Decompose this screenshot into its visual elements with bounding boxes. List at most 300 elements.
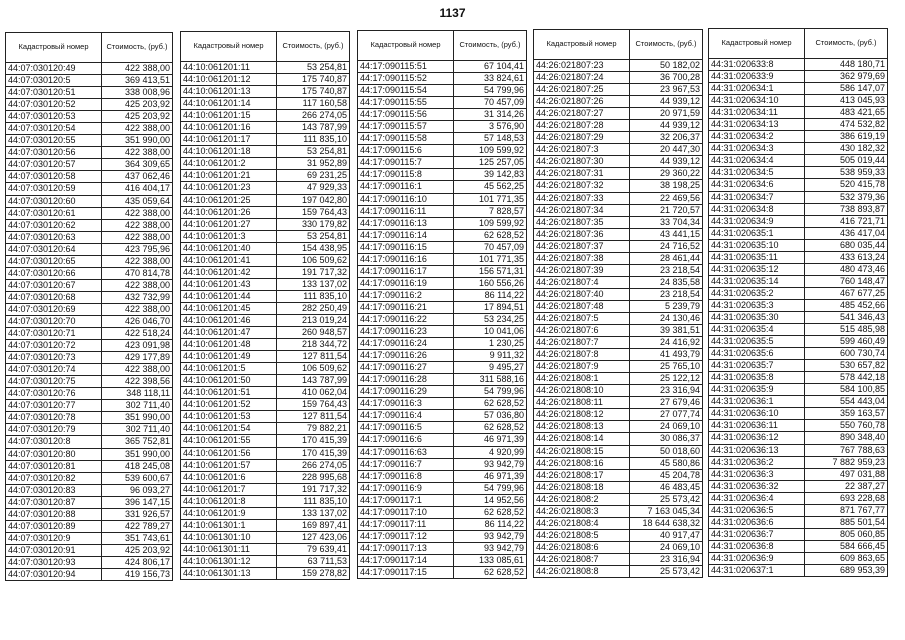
header-cost: Стоимость, (руб.) bbox=[277, 32, 350, 62]
cadastral-number-cell: 44:10:061201:12 bbox=[181, 74, 277, 86]
table-row bbox=[709, 251, 888, 263]
cost-cell: 93 942,79 bbox=[454, 458, 527, 470]
table-row bbox=[534, 553, 703, 565]
table-row bbox=[181, 399, 350, 411]
cadastral-number-cell: 44:17:090116:28 bbox=[358, 374, 454, 386]
cadastral-number-cell: 44:10:061201:44 bbox=[181, 290, 277, 302]
table-row bbox=[181, 158, 350, 170]
table-row bbox=[534, 565, 703, 577]
cadastral-number-cell: 44:10:061201:14 bbox=[181, 98, 277, 110]
cadastral-number-cell: 44:07:030120:62 bbox=[6, 219, 102, 231]
table-row bbox=[709, 203, 888, 215]
cadastral-number-cell: 44:07:030120:73 bbox=[6, 352, 102, 364]
cost-cell: 410 062,04 bbox=[277, 387, 350, 399]
cost-cell: 46 971,39 bbox=[454, 434, 527, 446]
cost-cell: 62 628,52 bbox=[454, 506, 527, 518]
cost-cell: 3 576,90 bbox=[454, 121, 527, 133]
table-row bbox=[534, 505, 703, 517]
cadastral-number-cell: 44:10:061201:41 bbox=[181, 254, 277, 266]
cost-cell: 538 959,33 bbox=[805, 167, 888, 179]
table-row bbox=[709, 360, 888, 372]
table-row bbox=[358, 145, 527, 157]
cadastral-number-cell: 44:07:030120:66 bbox=[6, 267, 102, 279]
cadastral-number-cell: 44:17:090115:6 bbox=[358, 145, 454, 157]
cadastral-number-cell: 44:07:030120:64 bbox=[6, 243, 102, 255]
cost-cell: 422 388,00 bbox=[102, 255, 173, 267]
cost-cell: 425 203,92 bbox=[102, 99, 173, 111]
cost-cell: 169 897,41 bbox=[277, 519, 350, 531]
table-row bbox=[6, 424, 173, 436]
cadastral-number-cell: 44:26:021808:14 bbox=[534, 433, 630, 445]
cadastre-table-1 bbox=[5, 32, 173, 581]
table-row bbox=[709, 540, 888, 552]
cadastral-number-cell: 44:07:030120:83 bbox=[6, 484, 102, 496]
table-row bbox=[6, 472, 173, 484]
table-row bbox=[6, 291, 173, 303]
cost-cell: 127 811,54 bbox=[277, 351, 350, 363]
cost-cell: 46 483,45 bbox=[630, 481, 703, 493]
cost-cell: 44 939,12 bbox=[630, 156, 703, 168]
cost-cell: 24 416,92 bbox=[630, 337, 703, 349]
cost-cell: 62 628,52 bbox=[454, 422, 527, 434]
cost-cell: 93 942,79 bbox=[454, 530, 527, 542]
cost-cell: 515 485,98 bbox=[805, 324, 888, 336]
cadastral-number-cell: 44:17:090117:15 bbox=[358, 566, 454, 578]
cost-cell: 429 177,89 bbox=[102, 352, 173, 364]
cost-cell: 693 228,68 bbox=[805, 492, 888, 504]
cadastral-number-cell: 44:31:020636:4 bbox=[709, 492, 805, 504]
cost-cell: 47 929,33 bbox=[277, 182, 350, 194]
cadastral-number-cell: 44:31:020634:10 bbox=[709, 95, 805, 107]
cadastral-number-cell: 44:31:020635:14 bbox=[709, 275, 805, 287]
cost-cell: 175 740,87 bbox=[277, 86, 350, 98]
cost-cell: 111 835,10 bbox=[277, 290, 350, 302]
cost-cell: 422 388,00 bbox=[102, 364, 173, 376]
cadastral-number-cell: 44:07:030120:89 bbox=[6, 520, 102, 532]
cost-cell: 41 493,79 bbox=[630, 349, 703, 361]
table-row bbox=[709, 287, 888, 299]
cadastral-number-cell: 44:31:020635:7 bbox=[709, 360, 805, 372]
table-row bbox=[709, 71, 888, 83]
cost-cell: 53 254,81 bbox=[277, 230, 350, 242]
table-row bbox=[358, 374, 527, 386]
table-row bbox=[358, 265, 527, 277]
table-row bbox=[709, 432, 888, 444]
cadastral-number-cell: 44:17:090116:2 bbox=[358, 289, 454, 301]
table-header-row bbox=[358, 31, 527, 61]
cost-cell: 23 316,94 bbox=[630, 553, 703, 565]
table-row bbox=[358, 470, 527, 482]
table-row bbox=[358, 338, 527, 350]
cost-cell: 62 628,52 bbox=[454, 566, 527, 578]
cadastral-number-cell: 44:31:020633:8 bbox=[709, 59, 805, 71]
cadastral-number-cell: 44:31:020636:6 bbox=[709, 516, 805, 528]
cost-cell: 23 967,53 bbox=[630, 84, 703, 96]
cadastral-number-cell: 44:07:030120:70 bbox=[6, 315, 102, 327]
table-row bbox=[709, 396, 888, 408]
cadastral-number-cell: 44:17:090115:51 bbox=[358, 61, 454, 73]
cadastral-number-cell: 44:26:021807:5 bbox=[534, 312, 630, 324]
cadastral-number-cell: 44:31:020634:8 bbox=[709, 203, 805, 215]
cost-cell: 680 035,44 bbox=[805, 239, 888, 251]
cost-cell: 422 388,00 bbox=[102, 63, 173, 75]
cost-cell: 28 461,44 bbox=[630, 252, 703, 264]
cost-cell: 541 346,43 bbox=[805, 311, 888, 323]
table-row bbox=[534, 385, 703, 397]
cadastral-number-cell: 44:10:061201:13 bbox=[181, 86, 277, 98]
table-row bbox=[181, 266, 350, 278]
cadastral-number-cell: 44:07:030120:79 bbox=[6, 424, 102, 436]
cost-cell: 109 599,92 bbox=[454, 145, 527, 157]
cost-cell: 330 179,82 bbox=[277, 218, 350, 230]
table-row bbox=[709, 324, 888, 336]
cadastral-number-cell: 44:26:021807:3 bbox=[534, 144, 630, 156]
table-row bbox=[358, 157, 527, 169]
cadastral-number-cell: 44:07:030120:65 bbox=[6, 255, 102, 267]
cost-cell: 351 990,00 bbox=[102, 135, 173, 147]
cost-cell: 133 085,61 bbox=[454, 554, 527, 566]
cost-cell: 31 952,89 bbox=[277, 158, 350, 170]
cost-cell: 416 404,17 bbox=[102, 183, 173, 195]
table-row bbox=[534, 481, 703, 493]
cost-cell: 23 218,54 bbox=[630, 264, 703, 276]
table-row bbox=[358, 494, 527, 506]
table-row bbox=[6, 388, 173, 400]
cadastral-number-cell: 44:17:090117:10 bbox=[358, 506, 454, 518]
cadastral-number-cell: 44:10:061201:6 bbox=[181, 471, 277, 483]
table-row bbox=[709, 444, 888, 456]
table-row bbox=[358, 181, 527, 193]
cadastral-number-cell: 44:17:090117:1 bbox=[358, 494, 454, 506]
cost-cell: 425 203,92 bbox=[102, 544, 173, 556]
cadastral-number-cell: 44:07:030120:53 bbox=[6, 111, 102, 123]
cadastral-number-cell: 44:10:061201:47 bbox=[181, 327, 277, 339]
cost-cell: 44 939,12 bbox=[630, 96, 703, 108]
table-row bbox=[6, 171, 173, 183]
table-row bbox=[709, 167, 888, 179]
cadastral-number-cell: 44:31:020635:5 bbox=[709, 336, 805, 348]
table-row bbox=[534, 397, 703, 409]
table-row bbox=[358, 542, 527, 554]
cadastral-number-cell: 44:31:020636:13 bbox=[709, 444, 805, 456]
cadastral-number-cell: 44:31:020636:3 bbox=[709, 468, 805, 480]
cadastre-table-5 bbox=[708, 28, 888, 577]
table-row bbox=[181, 194, 350, 206]
table-row bbox=[6, 532, 173, 544]
cost-cell: 96 093,27 bbox=[102, 484, 173, 496]
cost-cell: 20 971,59 bbox=[630, 108, 703, 120]
cost-cell: 23 218,54 bbox=[630, 288, 703, 300]
cost-cell: 467 677,25 bbox=[805, 287, 888, 299]
cost-cell: 578 442,18 bbox=[805, 372, 888, 384]
cadastral-number-cell: 44:31:020634:9 bbox=[709, 215, 805, 227]
table-row bbox=[6, 315, 173, 327]
cadastral-number-cell: 44:10:061201:49 bbox=[181, 351, 277, 363]
cost-cell: 282 250,49 bbox=[277, 302, 350, 314]
table-row bbox=[181, 435, 350, 447]
cadastral-number-cell: 44:07:030120:61 bbox=[6, 207, 102, 219]
cost-cell: 351 990,00 bbox=[102, 412, 173, 424]
cost-cell: 5 239,79 bbox=[630, 300, 703, 312]
cost-cell: 111 835,10 bbox=[277, 495, 350, 507]
cost-cell: 159 278,82 bbox=[277, 567, 350, 579]
cadastral-number-cell: 44:26:021808:10 bbox=[534, 385, 630, 397]
cost-cell: 805 060,85 bbox=[805, 528, 888, 540]
table-row bbox=[709, 179, 888, 191]
cadastral-number-cell: 44:31:020635:6 bbox=[709, 348, 805, 360]
cost-cell: 600 730,74 bbox=[805, 348, 888, 360]
table-row bbox=[709, 552, 888, 564]
cadastral-number-cell: 44:07:030120:51 bbox=[6, 87, 102, 99]
table-row bbox=[358, 205, 527, 217]
table-row bbox=[6, 556, 173, 568]
cost-cell: 127 423,06 bbox=[277, 531, 350, 543]
cadastral-number-cell: 44:31:020635:8 bbox=[709, 372, 805, 384]
table-row bbox=[6, 75, 173, 87]
table-row bbox=[358, 422, 527, 434]
cost-cell: 218 344,72 bbox=[277, 339, 350, 351]
table-row bbox=[709, 83, 888, 95]
table-row bbox=[181, 230, 350, 242]
cost-cell: 1 230,25 bbox=[454, 338, 527, 350]
cost-cell: 36 700,28 bbox=[630, 72, 703, 84]
table-row bbox=[6, 496, 173, 508]
table-row bbox=[358, 313, 527, 325]
header-cost: Стоимость, (руб.) bbox=[102, 33, 173, 63]
table-row bbox=[358, 350, 527, 362]
cost-cell: 86 114,22 bbox=[454, 518, 527, 530]
table-row bbox=[181, 471, 350, 483]
cost-cell: 609 863,65 bbox=[805, 552, 888, 564]
cost-cell: 159 764,43 bbox=[277, 206, 350, 218]
cost-cell: 266 274,05 bbox=[277, 459, 350, 471]
table-row bbox=[181, 290, 350, 302]
cost-cell: 125 257,05 bbox=[454, 157, 527, 169]
table-row bbox=[534, 493, 703, 505]
table-row bbox=[181, 507, 350, 519]
cadastral-number-cell: 44:31:020636:9 bbox=[709, 552, 805, 564]
cost-cell: 44 939,12 bbox=[630, 120, 703, 132]
table-header-row bbox=[534, 30, 703, 60]
cost-cell: 359 163,57 bbox=[805, 408, 888, 420]
cadastral-number-cell: 44:07:030120:54 bbox=[6, 123, 102, 135]
cost-cell: 30 086,37 bbox=[630, 433, 703, 445]
cost-cell: 532 379,36 bbox=[805, 191, 888, 203]
cost-cell: 25 122,12 bbox=[630, 373, 703, 385]
cadastral-number-cell: 44:10:061201:15 bbox=[181, 110, 277, 122]
cost-cell: 364 309,65 bbox=[102, 159, 173, 171]
cadastral-number-cell: 44:26:021807:29 bbox=[534, 132, 630, 144]
table-row bbox=[181, 170, 350, 182]
cadastral-number-cell: 44:10:061201:26 bbox=[181, 206, 277, 218]
cadastral-number-cell: 44:26:021807:9 bbox=[534, 361, 630, 373]
cadastral-number-cell: 44:17:090116:26 bbox=[358, 350, 454, 362]
cadastral-number-cell: 44:10:061201:55 bbox=[181, 435, 277, 447]
table-row bbox=[534, 433, 703, 445]
cost-cell: 432 732,99 bbox=[102, 291, 173, 303]
table-row bbox=[358, 518, 527, 530]
cadastral-number-cell: 44:17:090116:8 bbox=[358, 470, 454, 482]
cost-cell: 27 679,46 bbox=[630, 397, 703, 409]
table-row bbox=[534, 120, 703, 132]
cost-cell: 369 413,51 bbox=[102, 75, 173, 87]
header-cost: Стоимость, (руб.) bbox=[454, 31, 527, 61]
table-row bbox=[534, 132, 703, 144]
table-row bbox=[709, 59, 888, 71]
cost-cell: 422 388,00 bbox=[102, 207, 173, 219]
table-row bbox=[534, 252, 703, 264]
cadastral-number-cell: 44:26:021808:3 bbox=[534, 505, 630, 517]
cadastral-number-cell: 44:31:020635:12 bbox=[709, 263, 805, 275]
cadastral-number-cell: 44:17:090115:56 bbox=[358, 109, 454, 121]
table-row bbox=[181, 242, 350, 254]
cost-cell: 386 619,19 bbox=[805, 131, 888, 143]
table-row bbox=[6, 243, 173, 255]
cost-cell: 53 254,81 bbox=[277, 62, 350, 74]
cost-cell: 422 388,00 bbox=[102, 147, 173, 159]
table-row bbox=[358, 169, 527, 181]
cost-cell: 46 971,39 bbox=[454, 470, 527, 482]
table-row bbox=[709, 456, 888, 468]
table-row bbox=[534, 337, 703, 349]
cadastral-number-cell: 44:31:020634:5 bbox=[709, 167, 805, 179]
cost-cell: 79 639,41 bbox=[277, 543, 350, 555]
cost-cell: 266 274,05 bbox=[277, 110, 350, 122]
cadastral-number-cell: 44:10:061201:16 bbox=[181, 122, 277, 134]
cost-cell: 599 460,49 bbox=[805, 336, 888, 348]
table-row bbox=[709, 504, 888, 516]
cost-cell: 24 835,58 bbox=[630, 276, 703, 288]
cost-cell: 584 100,85 bbox=[805, 384, 888, 396]
cadastral-number-cell: 44:07:030120:8 bbox=[6, 436, 102, 448]
cost-cell: 70 457,09 bbox=[454, 97, 527, 109]
cost-cell: 418 245,08 bbox=[102, 460, 173, 472]
cadastral-number-cell: 44:10:061201:46 bbox=[181, 314, 277, 326]
table-row bbox=[358, 566, 527, 578]
cadastral-number-cell: 44:17:090115:57 bbox=[358, 121, 454, 133]
table-row bbox=[358, 386, 527, 398]
cost-cell: 25 573,42 bbox=[630, 565, 703, 577]
table-row bbox=[709, 348, 888, 360]
cost-cell: 79 882,21 bbox=[277, 423, 350, 435]
cadastral-number-cell: 44:31:020636:5 bbox=[709, 504, 805, 516]
table-row bbox=[358, 121, 527, 133]
table-row bbox=[181, 74, 350, 86]
table-row bbox=[709, 107, 888, 119]
cost-cell: 21 720,57 bbox=[630, 204, 703, 216]
table-row bbox=[709, 384, 888, 396]
cost-cell: 530 657,82 bbox=[805, 360, 888, 372]
cost-cell: 38 198,25 bbox=[630, 180, 703, 192]
cadastral-number-cell: 44:10:061201:9 bbox=[181, 507, 277, 519]
table-row bbox=[709, 227, 888, 239]
cadastral-number-cell: 44:10:061201:8 bbox=[181, 495, 277, 507]
cadastral-number-cell: 44:17:090115:54 bbox=[358, 85, 454, 97]
table-row bbox=[181, 519, 350, 531]
table-row bbox=[358, 326, 527, 338]
cadastral-number-cell: 44:10:061201:3 bbox=[181, 230, 277, 242]
cadastral-number-cell: 44:17:090116:9 bbox=[358, 482, 454, 494]
cadastral-number-cell: 44:07:030120:75 bbox=[6, 376, 102, 388]
cadastral-number-cell: 44:10:061301:11 bbox=[181, 543, 277, 555]
cost-cell: 106 509,62 bbox=[277, 254, 350, 266]
cadastre-table-3 bbox=[357, 30, 527, 579]
cadastral-number-cell: 44:10:061201:21 bbox=[181, 170, 277, 182]
cost-cell: 520 415,78 bbox=[805, 179, 888, 191]
cost-cell: 62 628,52 bbox=[454, 398, 527, 410]
cadastral-number-cell: 44:07:030120:91 bbox=[6, 544, 102, 556]
cadastral-number-cell: 44:10:061201:5 bbox=[181, 363, 277, 375]
header-cadastral-number: Кадастровый номер bbox=[709, 29, 805, 59]
header-cadastral-number: Кадастровый номер bbox=[6, 33, 102, 63]
cost-cell: 159 764,43 bbox=[277, 399, 350, 411]
cadastral-number-cell: 44:26:021807:25 bbox=[534, 84, 630, 96]
cadastral-number-cell: 44:07:030120:78 bbox=[6, 412, 102, 424]
cost-cell: 22 387,27 bbox=[805, 480, 888, 492]
cost-cell: 483 421,65 bbox=[805, 107, 888, 119]
cadastral-number-cell: 44:10:061201:52 bbox=[181, 399, 277, 411]
cadastral-number-cell: 44:07:030120:80 bbox=[6, 448, 102, 460]
cost-cell: 175 740,87 bbox=[277, 74, 350, 86]
table-row bbox=[181, 543, 350, 555]
cadastral-number-cell: 44:07:030120:68 bbox=[6, 291, 102, 303]
table-row bbox=[709, 408, 888, 420]
table-header-row bbox=[709, 29, 888, 59]
table-row bbox=[534, 517, 703, 529]
cost-cell: 260 948,57 bbox=[277, 327, 350, 339]
cadastral-number-cell: 44:17:090116:3 bbox=[358, 398, 454, 410]
cadastral-number-cell: 44:26:021807:31 bbox=[534, 168, 630, 180]
cost-cell: 885 501,54 bbox=[805, 516, 888, 528]
table-row bbox=[358, 133, 527, 145]
cost-cell: 430 182,32 bbox=[805, 143, 888, 155]
cadastral-number-cell: 44:31:020636:32 bbox=[709, 480, 805, 492]
cadastral-number-cell: 44:26:021808:17 bbox=[534, 469, 630, 481]
cadastral-number-cell: 44:07:030120:63 bbox=[6, 231, 102, 243]
cadastral-number-cell: 44:10:061301:1 bbox=[181, 519, 277, 531]
cost-cell: 50 182,02 bbox=[630, 60, 703, 72]
cadastral-number-cell: 44:10:061201:43 bbox=[181, 278, 277, 290]
table-row bbox=[358, 193, 527, 205]
cadastral-number-cell: 44:17:090115:8 bbox=[358, 169, 454, 181]
cadastral-number-cell: 44:17:090116:4 bbox=[358, 410, 454, 422]
cost-cell: 191 717,32 bbox=[277, 266, 350, 278]
cadastral-number-cell: 44:31:020634:7 bbox=[709, 191, 805, 203]
cost-cell: 191 717,32 bbox=[277, 483, 350, 495]
cost-cell: 422 388,00 bbox=[102, 303, 173, 315]
table-row bbox=[709, 155, 888, 167]
table-row bbox=[709, 516, 888, 528]
table-row bbox=[358, 530, 527, 542]
cadastral-number-cell: 44:07:030120:59 bbox=[6, 183, 102, 195]
cost-cell: 45 562,25 bbox=[454, 181, 527, 193]
cost-cell: 17 894,51 bbox=[454, 301, 527, 313]
cadastral-number-cell: 44:31:020634:1 bbox=[709, 83, 805, 95]
cost-cell: 57 148,53 bbox=[454, 133, 527, 145]
table-row bbox=[181, 483, 350, 495]
table-row bbox=[6, 63, 173, 75]
table-row bbox=[709, 420, 888, 432]
cost-cell: 53 254,81 bbox=[277, 146, 350, 158]
cadastral-number-cell: 44:10:061201:54 bbox=[181, 423, 277, 435]
cost-cell: 422 388,00 bbox=[102, 279, 173, 291]
cadastral-number-cell: 44:10:061201:2 bbox=[181, 158, 277, 170]
table-header-row bbox=[6, 33, 173, 63]
table-row bbox=[358, 410, 527, 422]
cost-cell: 109 599,92 bbox=[454, 217, 527, 229]
cadastral-number-cell: 44:17:090116:5 bbox=[358, 422, 454, 434]
cost-cell: 871 767,77 bbox=[805, 504, 888, 516]
